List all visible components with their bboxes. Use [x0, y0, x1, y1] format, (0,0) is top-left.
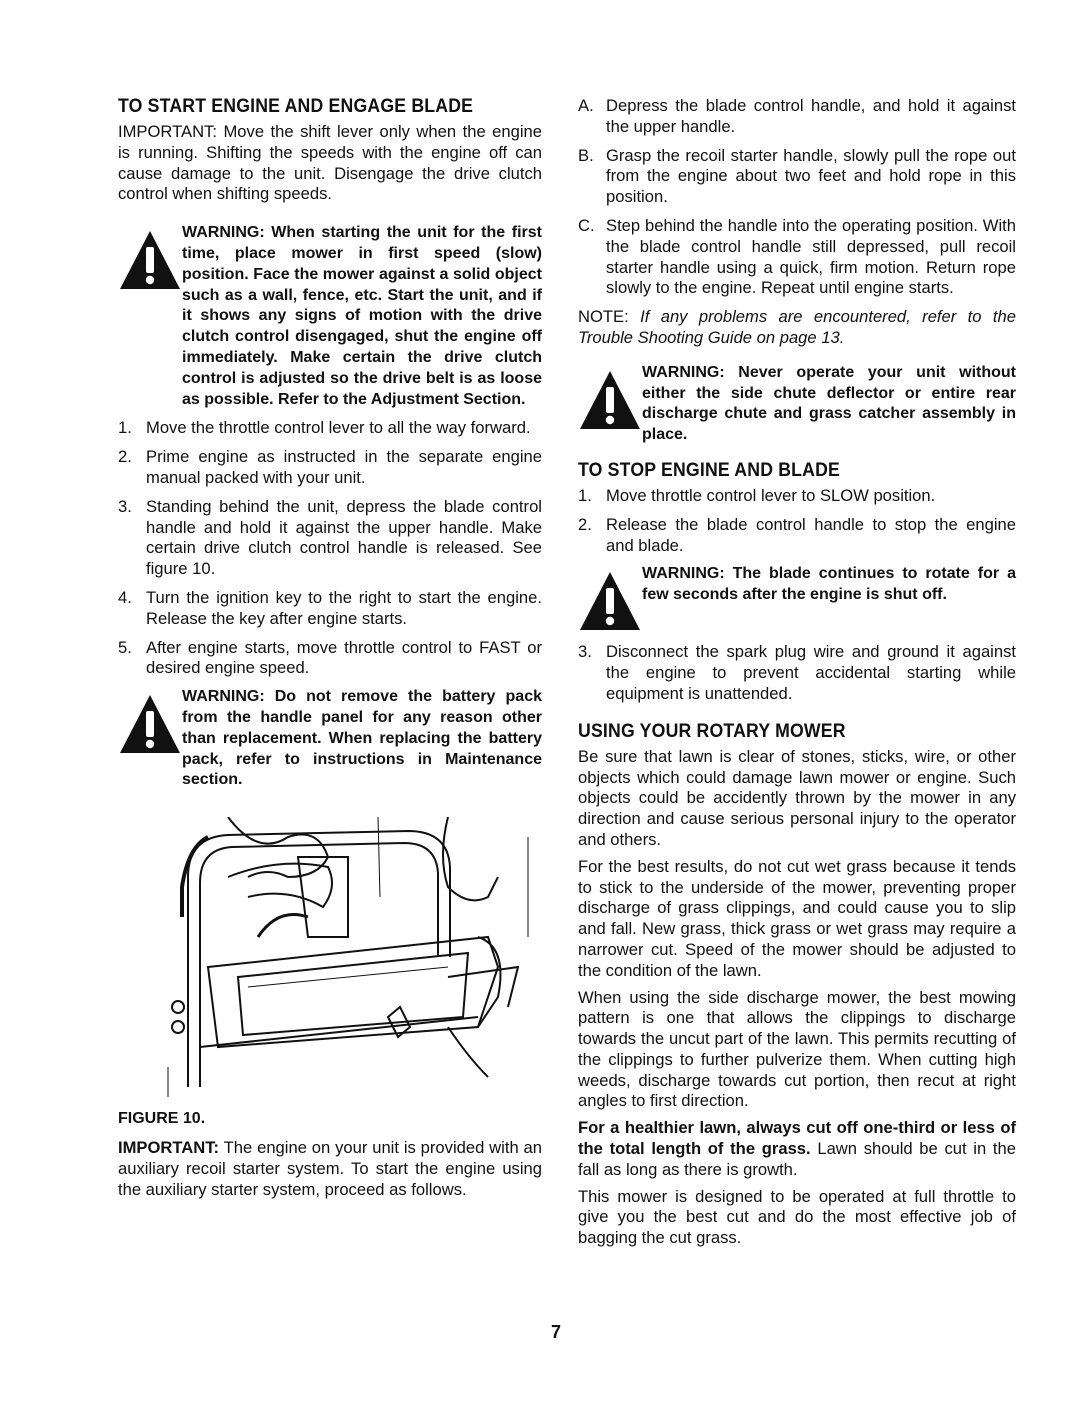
start-engine-heading: TO START ENGINE AND ENGAGE BLADE [118, 96, 474, 117]
list-item: 3. Disconnect the spark plug wire and ground it against the engine to prevent accidental starting while equipment is unattended. [578, 642, 1016, 703]
paragraph-wet-grass: For the best results, do not cut wet grass because it tends to stick to the underside of the mower, preventing proper discharge of grass clippings, and could cause you to slip and fall. New grass, thick grass or wet grass may require a narrower cut. Speed of the mower should be adjusted to the condition of the lawn. [578, 856, 1016, 980]
list-item: C. Step behind the handle into the operating position. With the blade control handle still depressed, pull recoil starter handle using a quick, firm motion. Return rope slowly to the engine. Repeat until engine starts. [578, 215, 1016, 298]
paragraph-healthier-lawn: For a healthier lawn, always cut off one-third or less of the total length of the grass. Lawn should be cut in the fall as long as there is growth. [578, 1118, 1016, 1179]
stop-engine-heading: TO STOP ENGINE AND BLADE [578, 459, 841, 481]
warning-first-start-text: WARNING: When starting the unit for the first time, place mower in first speed (slow) position. Face the mower against a solid object such as a wall, fence, etc. Start the unit, and if it shows any signs of motion with the drive clutch control disengaged, shut the engine off immediately. Make certain the drive clutch control is adjusted so the drive belt is as loose as possible. Refer to the Adjustment Section. [182, 224, 542, 408]
list-item: 2. Release the blade control handle to stop the engine and blade. [578, 514, 1016, 555]
list-item: 1. Move throttle control lever to SLOW position. [578, 485, 936, 505]
list-item: 5. After engine starts, move throttle control to FAST or desired engine speed. [118, 637, 542, 678]
using-mower-heading: USING YOUR ROTARY MOWER [578, 720, 846, 742]
warning-chute [578, 363, 1016, 446]
recoil-steps-list [578, 96, 1016, 299]
warning-triangle-icon [118, 693, 182, 757]
page-number: 7 [551, 1322, 562, 1342]
trouble-shooting-note: NOTE: If any problems are encountered, refer to the Trouble Shooting Guide on page 13. [578, 307, 1016, 347]
warning-battery-text: WARNING: Do not remove the battery pack from the handle panel for any reason other than replacement. When replacing the battery pack, refer to instructions in Maintenance section. [182, 688, 542, 789]
list-item: 3. Standing behind the unit, depress the blade control handle and hold it against the upper handle. Make certain drive clutch control handle is released. See figure 10. [118, 496, 542, 579]
warning-blade-rotate [578, 564, 1016, 634]
figure-10-label: FIGURE 10. [118, 1110, 206, 1128]
warning-first-start [118, 223, 542, 410]
paragraph-clear-lawn: Be sure that lawn is clear of stones, sticks, wire, or other objects which could damage lawn mower or engine. Such objects could be accidently thrown by the mower in any direction and cause serious personal injury to the operator and others. [578, 746, 1016, 849]
warning-blade-rotate-text: WARNING: The blade continues to rotate for a few seconds after the engine is shut off. [642, 565, 1016, 604]
stop-steps-list [578, 486, 1016, 556]
stop-steps-list-continued [578, 642, 1016, 704]
list-item: 2. Prime engine as instructed in the separate engine manual packed with your unit. [118, 447, 542, 487]
important-note-shift: IMPORTANT: Move the shift lever only when the engine is running. Shifting the speeds with the engine off can cause damage to the unit. Disengage the drive clutch control when shifting speeds. [118, 122, 542, 204]
right-column [578, 96, 1016, 1249]
warning-triangle-icon [578, 570, 642, 634]
list-item: 4. Turn the ignition key to the right to start the engine. Release the key after engine starts. [118, 587, 542, 628]
list-item: A. Depress the blade control handle, and hold it against the upper handle. [578, 96, 1016, 136]
warning-chute-text: WARNING: Never operate your unit without either the side chute deflector or entire rear discharge chute and grass catcher assembly in place. [642, 363, 1016, 444]
list-item: 1. Move the throttle control lever to all the way forward. [118, 418, 531, 438]
important-note-recoil: IMPORTANT: The engine on your unit is provided with an auxiliary recoil starter system. To start the engine using the auxiliary starter system, proceed as follows. [118, 1138, 542, 1199]
warning-battery [118, 687, 542, 791]
figure-10-illustration [148, 817, 548, 1097]
list-item: B. Grasp the recoil starter handle, slowly pull the rope out from the engine about two feet and hold rope in this position. [578, 145, 1016, 207]
left-column [118, 96, 542, 1201]
warning-triangle-icon [118, 229, 182, 293]
paragraph-side-discharge: When using the side discharge mower, the best mowing pattern is one that allows the clippings to discharge towards the uncut part of the lawn. This permits recutting of the clippings to further pulverize them. When cutting high weeds, discharge towards cut portion, then recut at right angles to first direction. [578, 987, 1016, 1111]
warning-triangle-icon [578, 369, 642, 433]
paragraph-full-throttle: This mower is designed to be operated at full throttle to give you the best cut and do the most effective job of bagging the cut grass. [578, 1186, 1016, 1248]
start-steps-list [118, 418, 542, 679]
